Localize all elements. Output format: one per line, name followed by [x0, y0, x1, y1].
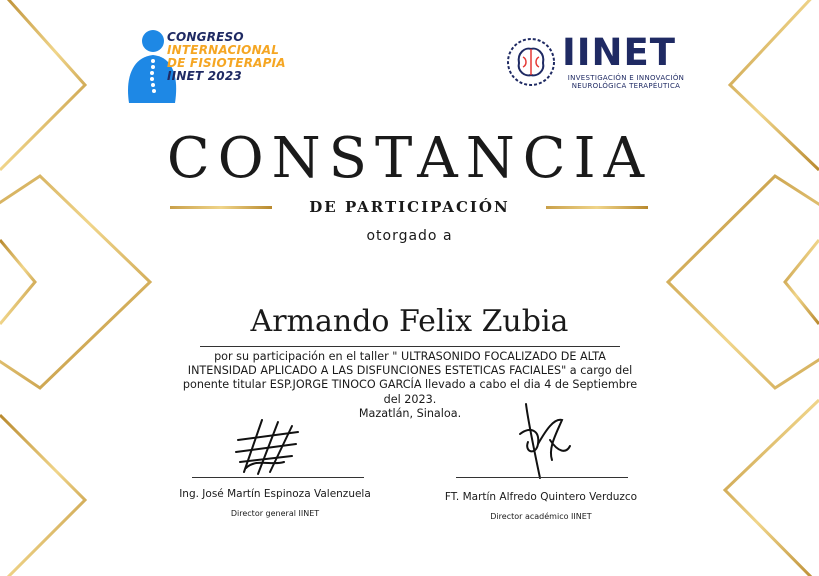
logo-left-line-2: INTERNACIONAL — [167, 43, 280, 57]
iinet-name: IINET — [562, 31, 677, 74]
certificate-subtitle: DE PARTICIPACIÓN — [309, 198, 510, 216]
signatory-2-name: FT. Martín Alfredo Quintero Verduzco — [444, 491, 638, 503]
certificate-title: CONSTANCIA — [166, 126, 653, 191]
left-diamond-bottom — [0, 415, 85, 576]
iinet-logo — [505, 31, 705, 95]
signature-2 — [510, 400, 574, 482]
brain-icon — [505, 37, 557, 87]
signature-1-line — [192, 477, 364, 478]
logo-left-line-1: CONGRESO — [167, 30, 244, 44]
signatory-1-role: Director general IINET — [230, 509, 320, 518]
body-line-1: por su participación en el taller " ULTRASONIDO FOCALIZADO DE ALTA — [214, 350, 606, 363]
signature-2-line — [456, 477, 628, 478]
iinet-subtitle-line-2: NEUROLÓGICA TERAPÉUTICA — [571, 82, 681, 90]
signatory-2-role: Director académico IINET — [490, 512, 592, 521]
granted-to-label: otorgado a — [366, 228, 453, 244]
certificate-body — [160, 350, 660, 421]
body-line-4: del 2023. — [383, 392, 437, 406]
recipient-name: Armando Felix Zubia — [250, 304, 569, 339]
logo-left-line-3: DE FISIOTERAPIA — [167, 56, 286, 70]
subtitle-line-right — [546, 206, 648, 209]
iinet-subtitle-line-1: INVESTIGACIÓN E INNOVACIÓN — [567, 74, 685, 82]
logo-left-line-4: IINET 2023 — [167, 69, 242, 83]
right-diamond-bottom — [725, 400, 819, 576]
signature-1 — [232, 418, 304, 476]
recipient-underline — [200, 346, 620, 347]
congress-logo — [115, 27, 305, 103]
body-line-3: ponente titular ESP.JORGE TINOCO GARCÍA llevado a cabo el dia 4 de Septiembre — [182, 378, 638, 392]
signatory-1-name: Ing. José Martín Espinoza Valenzuela — [179, 488, 371, 500]
body-line-2: INTENSIDAD APLICADO A LAS DISFUNCIONES ESTETICAS FACIALES" a cargo del — [187, 364, 633, 378]
body-line-5: Mazatlán, Sinaloa. — [358, 406, 462, 420]
iinet-subtitle — [563, 74, 689, 90]
